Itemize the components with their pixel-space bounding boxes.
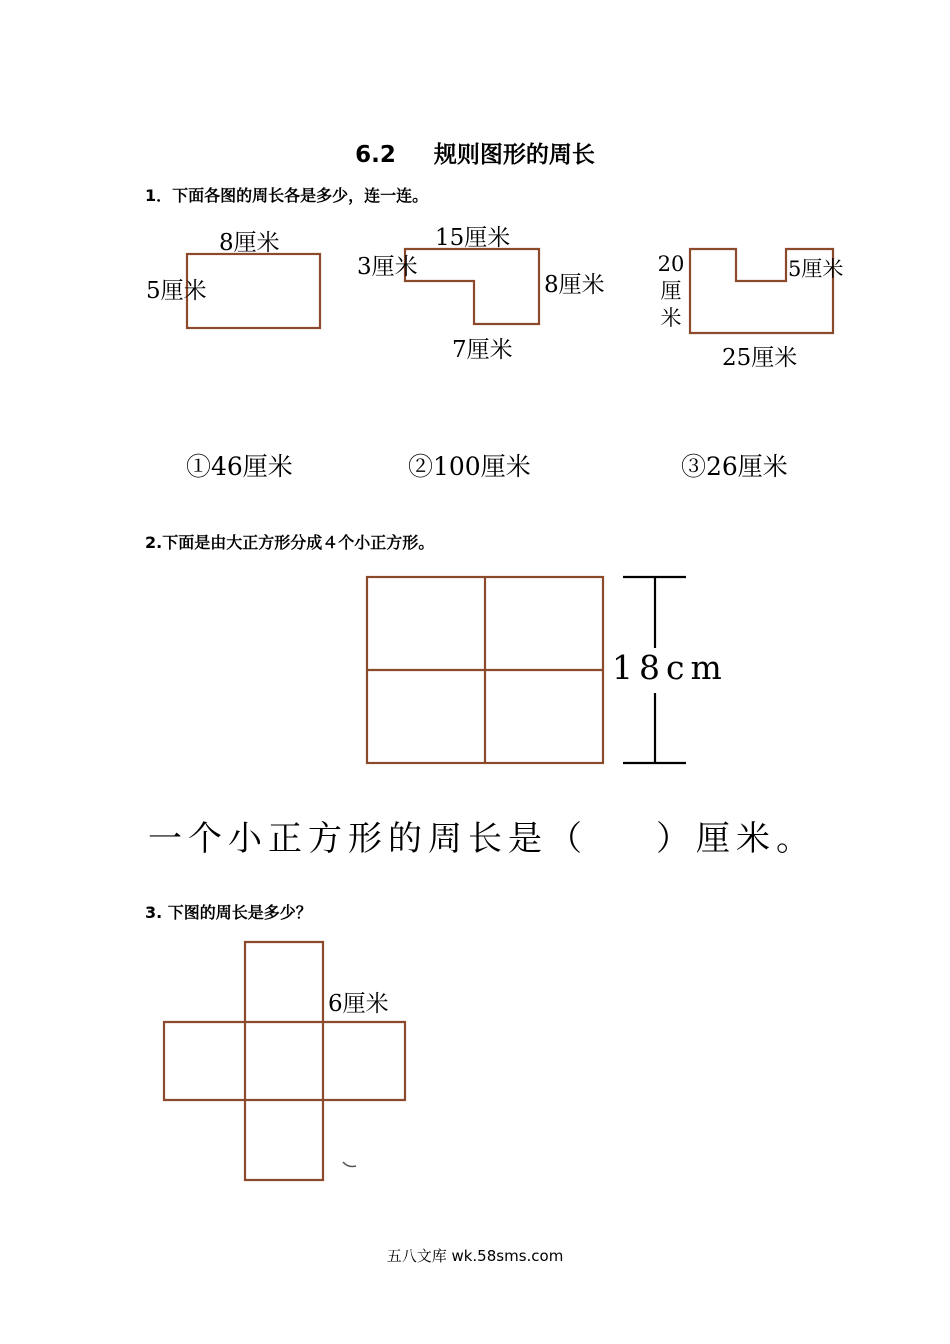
fig3-left-label [654,251,688,332]
side-length-label: 18cm [612,648,728,687]
q2-sentence [148,811,816,860]
question-3-prompt: 3. 下图的周长是多少？ [145,903,312,922]
stray-mark [343,1162,356,1167]
question-1-prompt: 1．下面各图的周长各是多少，连一连。 [145,186,429,205]
option-3: ③26厘米 [681,452,788,481]
fig3-left-unit-2: 米 [660,306,682,330]
fig2-bottom-label: 7厘米 [452,337,513,363]
fig1-left-label: 5厘米 [146,278,207,304]
option-2: ②100厘米 [408,452,531,481]
fig1-rectangle [187,254,320,328]
option-1: ①46厘米 [186,452,293,481]
fig3-left-unit-1: 厘 [660,279,682,303]
q2-sentence-before: 一个小正方形的周长是（ [148,819,588,859]
title-text: 规则图形的周长 [433,142,595,168]
q2-sentence-after: ）厘米。 [656,819,816,859]
fig3-left-number: 20 [657,252,685,276]
fig2-left-label: 3厘米 [357,254,418,280]
fig2-l-shape [405,249,539,324]
cross-shape [164,942,405,1180]
fig1-top-label: 8厘米 [219,230,280,256]
cross-side-label: 6厘米 [328,991,389,1017]
fig3-bottom-label: 25厘米 [722,345,798,371]
fig2-top-label: 15厘米 [435,225,511,251]
question-2-prompt: 2.下面是由大正方形分成４个小正方形。 [145,533,435,552]
fig2-right-label: 8厘米 [544,272,605,298]
title-number: 6.2 [355,142,396,168]
footer-watermark: 五八文库 wk.58sms.com [386,1247,564,1265]
fig3-notch-label: 5厘米 [788,257,844,281]
